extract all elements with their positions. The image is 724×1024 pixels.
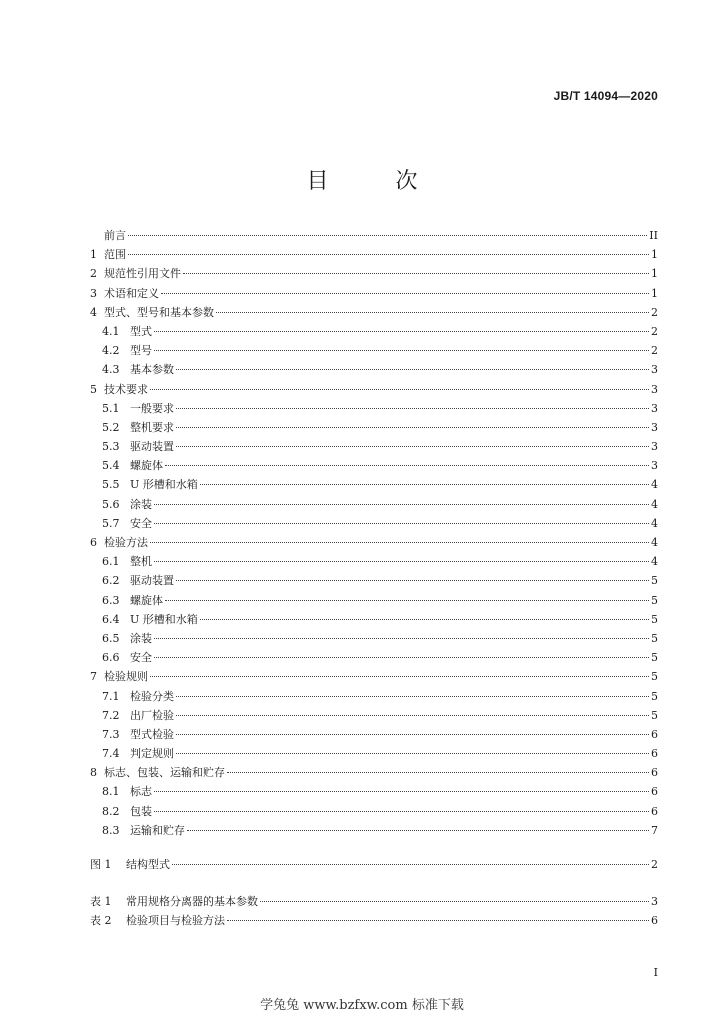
toc-entry[interactable] (90, 571, 658, 590)
toc-number: 6.2 (102, 574, 120, 588)
toc-number: 5.5 (102, 478, 120, 492)
toc-label: 螺旋体 (130, 459, 163, 473)
toc-label: 型号 (130, 344, 152, 358)
toc-number: 4.2 (102, 344, 120, 358)
toc-label: U 形槽和水箱 (130, 612, 198, 626)
toc-entry[interactable] (90, 782, 658, 801)
toc-number: 8.2 (102, 804, 120, 818)
toc-entry[interactable] (90, 399, 658, 418)
toc-number: 表 2 (90, 914, 112, 928)
toc-page-number: 7 (651, 823, 658, 837)
page-number: I (653, 966, 658, 979)
toc-leader-dots (154, 504, 649, 505)
toc-number: 5 (90, 382, 97, 396)
toc-number: 6.4 (102, 612, 120, 626)
toc-entry[interactable] (90, 284, 658, 303)
toc-figure-list (90, 855, 658, 874)
toc-label: 安全 (130, 516, 152, 530)
toc-leader-dots (176, 408, 649, 409)
toc-page-number: 3 (651, 459, 658, 473)
toc-label: 包装 (130, 804, 152, 818)
toc-entry[interactable] (90, 360, 658, 379)
toc-label: 涂装 (130, 631, 152, 645)
toc-page-number: 5 (651, 670, 658, 684)
toc-page-number: 4 (651, 497, 658, 511)
toc-number: 3 (90, 286, 97, 300)
toc-table-entry[interactable] (90, 892, 658, 911)
toc-label: 结构型式 (126, 858, 170, 871)
toc-page-number: 2 (651, 344, 658, 358)
toc-leader-dots (187, 830, 649, 831)
toc-label: 检验分类 (130, 689, 174, 703)
toc-page-number: II (649, 229, 658, 242)
toc-number: 6.5 (102, 631, 120, 645)
toc-page-number: 3 (651, 363, 658, 377)
toc-leader-dots (227, 772, 649, 773)
toc-number: 5.4 (102, 459, 120, 473)
toc-entry[interactable] (90, 610, 658, 629)
toc-label: 前言 (104, 229, 126, 242)
toc-leader-dots (176, 580, 649, 581)
toc-main-list (90, 226, 658, 840)
toc-entry[interactable] (90, 341, 658, 360)
toc-entry[interactable] (90, 821, 658, 840)
toc-page-number: 3 (651, 401, 658, 415)
toc-page-number: 5 (651, 593, 658, 607)
toc-number: 4.3 (102, 363, 120, 377)
toc-entry[interactable] (90, 226, 658, 245)
toc-label: 一般要求 (130, 401, 174, 415)
toc-number: 7 (90, 670, 97, 684)
toc-leader-dots (176, 369, 649, 370)
toc-leader-dots (176, 734, 649, 735)
toc-label: 安全 (130, 651, 152, 665)
toc-page-number: 2 (651, 305, 658, 319)
toc-figure-entry[interactable] (90, 855, 658, 874)
toc-number: 4.1 (102, 324, 120, 338)
toc-label: 标志 (130, 785, 152, 799)
toc-leader-dots (154, 331, 649, 332)
toc-leader-dots (176, 715, 649, 716)
toc-number: 5.6 (102, 497, 120, 511)
toc-leader-dots (161, 293, 649, 294)
toc-entry[interactable] (90, 322, 658, 341)
toc-number: 7.4 (102, 747, 120, 761)
toc-leader-dots (154, 561, 649, 562)
toc-number: 7.1 (102, 689, 120, 703)
toc-label: 出厂检验 (130, 708, 174, 722)
toc-entry[interactable] (90, 495, 658, 514)
toc-number: 5.1 (102, 401, 120, 415)
toc-leader-dots (154, 657, 649, 658)
toc-page-number: 1 (651, 248, 658, 262)
toc-entry[interactable] (90, 303, 658, 322)
toc-label: 整机要求 (130, 420, 174, 434)
toc-entry[interactable] (90, 475, 658, 494)
toc-number: 7.3 (102, 727, 120, 741)
toc-page-number: 6 (651, 804, 658, 818)
toc-label: 常用规格分离器的基本参数 (126, 895, 258, 909)
toc-number: 8.1 (102, 785, 120, 799)
toc-label: 检验规则 (104, 670, 148, 684)
toc-label: 型式 (130, 324, 152, 338)
toc-page-number: 2 (651, 858, 658, 871)
toc-leader-dots (200, 619, 649, 620)
toc-entry[interactable] (90, 264, 658, 283)
toc-page-number: 4 (651, 555, 658, 569)
toc-page-number: 6 (651, 766, 658, 780)
toc-page-number: 5 (651, 574, 658, 588)
page-title: 目 次 (306, 169, 448, 194)
toc-leader-dots (172, 864, 649, 865)
toc-leader-dots (150, 676, 649, 677)
toc-number: 表 1 (90, 895, 112, 909)
toc-page-number: 4 (651, 478, 658, 492)
toc-page-number: 4 (651, 516, 658, 530)
toc-page-number: 6 (651, 727, 658, 741)
toc-leader-dots (227, 920, 649, 921)
standard-code: JB/T 14094—2020 (553, 89, 658, 103)
toc-entry[interactable] (90, 514, 658, 533)
toc-label: 涂装 (130, 497, 152, 511)
toc-label: 螺旋体 (130, 593, 163, 607)
toc-page-number: 5 (651, 651, 658, 665)
toc-label: 运输和贮存 (130, 823, 185, 837)
toc-page-number: 2 (651, 324, 658, 338)
toc-entry[interactable] (90, 648, 658, 667)
toc-entry[interactable] (90, 418, 658, 437)
toc-table-list (90, 892, 658, 930)
toc-label: 标志、包装、运输和贮存 (104, 766, 225, 780)
toc-entry[interactable] (90, 380, 658, 399)
toc-label: 型式、型号和基本参数 (104, 305, 214, 319)
toc-leader-dots (176, 696, 649, 697)
toc-leader-dots (165, 465, 649, 466)
toc-number: 2 (90, 267, 97, 281)
toc-page-number: 1 (651, 286, 658, 300)
toc-page-number: 3 (651, 382, 658, 396)
toc-number: 6.1 (102, 555, 120, 569)
toc-label: 驱动装置 (130, 574, 174, 588)
toc-entry[interactable] (90, 591, 658, 610)
toc-label: 判定规则 (130, 747, 174, 761)
toc-leader-dots (154, 638, 649, 639)
toc-leader-dots (150, 389, 649, 390)
toc-page-number: 6 (651, 747, 658, 761)
toc-page-number: 3 (651, 440, 658, 454)
toc-number: 4 (90, 305, 97, 319)
toc-number: 5.2 (102, 420, 120, 434)
toc-entry[interactable] (90, 245, 658, 264)
toc-entry[interactable] (90, 552, 658, 571)
toc-entry[interactable] (90, 687, 658, 706)
toc-leader-dots (154, 791, 649, 792)
toc-number: 1 (90, 248, 97, 262)
toc-number: 5.3 (102, 440, 120, 454)
toc-leader-dots (176, 753, 649, 754)
toc-page-number: 3 (651, 420, 658, 434)
toc-number: 7.2 (102, 708, 120, 722)
toc-label: 驱动装置 (130, 440, 174, 454)
toc-label: 术语和定义 (104, 286, 159, 300)
toc-label: 基本参数 (130, 363, 174, 377)
toc-leader-dots (154, 350, 649, 351)
watermark: 学兔兔 www.bzfxw.com 标准下载 (260, 998, 464, 1013)
table-of-contents (90, 226, 658, 931)
toc-number: 6.3 (102, 593, 120, 607)
toc-page-number: 6 (651, 914, 658, 928)
toc-page-number: 5 (651, 631, 658, 645)
toc-label: 技术要求 (104, 382, 148, 396)
toc-entry[interactable] (90, 706, 658, 725)
toc-entry[interactable] (90, 802, 658, 821)
toc-number: 图 1 (90, 858, 112, 871)
toc-leader-dots (154, 811, 649, 812)
toc-leader-dots (260, 901, 649, 902)
toc-leader-dots (176, 446, 649, 447)
toc-entry[interactable] (90, 437, 658, 456)
toc-number: 6.6 (102, 651, 120, 665)
toc-leader-dots (200, 484, 649, 485)
toc-number: 8.3 (102, 823, 120, 837)
toc-page-number: 5 (651, 612, 658, 626)
toc-leader-dots (150, 542, 649, 543)
toc-leader-dots (154, 523, 649, 524)
toc-label: 型式检验 (130, 727, 174, 741)
toc-label: 范围 (104, 248, 126, 262)
toc-leader-dots (128, 254, 649, 255)
toc-number: 8 (90, 766, 97, 780)
toc-table-entry[interactable] (90, 911, 658, 930)
toc-number: 6 (90, 536, 97, 549)
toc-page-number: 5 (651, 708, 658, 722)
toc-entry[interactable] (90, 667, 658, 686)
toc-entry[interactable] (90, 763, 658, 782)
toc-leader-dots (165, 600, 649, 601)
toc-label: 检验方法 (104, 536, 148, 549)
toc-page-number: 5 (651, 689, 658, 703)
toc-entry[interactable] (90, 629, 658, 648)
toc-leader-dots (176, 427, 649, 428)
toc-label: 整机 (130, 555, 152, 569)
toc-label: 检验项目与检验方法 (126, 914, 225, 928)
toc-entry[interactable] (90, 533, 658, 552)
toc-page-number: 3 (651, 895, 658, 909)
toc-number: 5.7 (102, 516, 120, 530)
toc-label: 规范性引用文件 (104, 267, 181, 281)
toc-leader-dots (128, 235, 647, 236)
toc-page-number: 4 (651, 536, 658, 549)
toc-entry[interactable] (90, 456, 658, 475)
toc-entry[interactable] (90, 744, 658, 763)
toc-label: U 形槽和水箱 (130, 478, 198, 492)
toc-leader-dots (183, 273, 649, 274)
toc-leader-dots (216, 312, 649, 313)
toc-entry[interactable] (90, 725, 658, 744)
toc-page-number: 1 (651, 267, 658, 281)
toc-page-number: 6 (651, 785, 658, 799)
